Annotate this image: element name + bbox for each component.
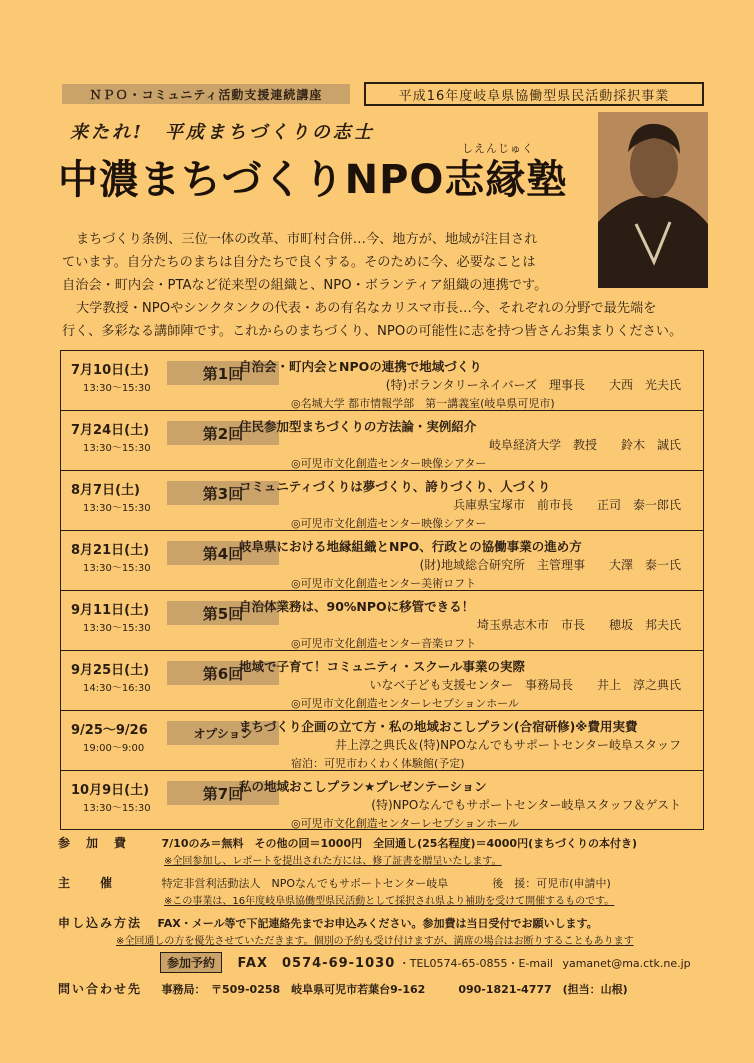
- session-venue: ◎可児市文化創造センターレセプションホール: [291, 817, 520, 830]
- fax-number: FAX 0574-69-1030: [237, 956, 396, 971]
- session-time: 13:30～15:30: [83, 503, 151, 514]
- session-date: 7月10日(土): [71, 363, 150, 378]
- session-topic: 岐阜県における地縁組織とNPO、行政との協働事業の進め方: [239, 539, 582, 554]
- fee-row: [58, 834, 637, 851]
- session-badge: オプション: [167, 721, 279, 745]
- session-row: [61, 591, 703, 651]
- session-speaker: 埼玉県志木市 市長 穂坂 邦夫氏: [476, 618, 681, 632]
- session-badge: 第7回: [167, 781, 279, 805]
- contact-label: 問い合わせ先: [58, 982, 143, 996]
- session-time: 13:30～15:30: [83, 563, 151, 574]
- session-badge: 第5回: [167, 601, 279, 625]
- session-row: [61, 531, 703, 591]
- intro-line: ています。自分たちのまちは自分たちで良くする。そのために今、必要なことは: [62, 255, 536, 270]
- tagline: 来たれ! 平成まちづくりの志士: [70, 122, 375, 143]
- series-tag: ＮＰＯ・コミュニティ活動支援連続講座: [62, 84, 350, 104]
- session-time: 19:00～9:00: [83, 743, 145, 754]
- office-row: [58, 980, 628, 997]
- session-topic: 地域で子育て！コミュニティ・スクール事業の実際: [239, 659, 526, 674]
- session-row: [61, 471, 703, 531]
- apply-label: 申し込み方法: [58, 916, 143, 930]
- session-date: 8月7日(土): [71, 483, 140, 498]
- session-date: 9月25日(土): [71, 663, 150, 678]
- session-badge: 第2回: [167, 421, 279, 445]
- session-speaker: (財)地域総合研究所 主管理事 大澤 泰一氏: [419, 558, 681, 572]
- session-topic: 住民参加型まちづくりの方法論・実例紹介: [239, 419, 477, 434]
- session-venue: ◎可児市文化創造センター音楽ロフト: [291, 637, 477, 650]
- intro-line: 自治会・町内会・PTAなど従来型の組織と、NPO・ボランティア組織の連携です。: [62, 278, 548, 293]
- session-topic: コミュニティづくりは夢づくり、誇りづくり、人づくり: [239, 479, 551, 494]
- session-row: [61, 711, 703, 771]
- session-row: [61, 351, 703, 411]
- host-label: 主 催: [58, 876, 115, 890]
- session-date: 7月24日(土): [71, 423, 150, 438]
- intro-line: 大学教授・NPOやシンクタンクの代表・あの有名なカリスマ市長…今、それぞれの分野で最先端を: [76, 301, 657, 316]
- fee-label: 参 加 費: [58, 836, 129, 850]
- session-speaker: (特)ボランタリーネイバーズ 理事長 大西 光夫氏: [385, 378, 681, 392]
- session-time: 13:30～15:30: [83, 623, 151, 634]
- reserve-label: 参加予約: [160, 952, 222, 973]
- session-badge: 第6回: [167, 661, 279, 685]
- project-tag: 平成16年度岐阜県協働型県民活動採択事業: [364, 82, 704, 106]
- page-title: 中濃まちづくりNPO志縁塾: [58, 157, 568, 203]
- session-date: 10月9日(土): [71, 783, 150, 798]
- session-row: [61, 651, 703, 711]
- session-row: [61, 771, 703, 831]
- session-date: 8月21日(土): [71, 543, 150, 558]
- fee-note: ※全回参加し、レポートを提出された方には、修了証書を贈呈いたします。: [164, 856, 502, 867]
- title-ruby: しえんじゅく: [462, 142, 534, 155]
- apply-text: FAX・メール等で下記連絡先までお申込みください。参加費は当日受付でお願いします。: [157, 917, 598, 930]
- session-time: 13:30～15:30: [83, 803, 151, 814]
- session-speaker: (特)NPOなんでもサポートセンター岐阜スタッフ＆ゲスト: [371, 798, 681, 812]
- session-date: 9/25～9/26: [71, 723, 148, 738]
- host-note: ※この事業は、16年度岐阜県協働型県民活動として採択され県より補助を受けて開催するものです。: [164, 896, 615, 907]
- session-topic: 自治体業務は、90%NPOに移管できる！: [239, 599, 475, 614]
- fee-text: 7/10のみ＝無料 その他の回＝1000円 全回通し(25名程度)＝4000円(まちづくりの本付き): [161, 837, 638, 850]
- host-row: [58, 874, 611, 891]
- intro-text: [62, 228, 712, 343]
- session-venue: ◎可児市文化創造センターレセプションホール: [291, 697, 520, 710]
- session-venue: ◎名城大学 都市情報学部 第一講義室(岐阜県可児市): [291, 397, 555, 410]
- session-date: 9月11日(土): [71, 603, 150, 618]
- intro-line: 行く、多彩なる講師陣です。これからのまちづくり、NPOの可能性に志を持つ皆さんお集まりください。: [62, 324, 683, 339]
- apply-row: [58, 914, 598, 931]
- session-venue: ◎可児市文化創造センター映像シアター: [291, 457, 487, 470]
- session-venue: 宿泊：可児市わくわく体験館(予定): [291, 757, 465, 770]
- session-time: 13:30～15:30: [83, 443, 151, 454]
- host-text: 特定非営利活動法人 NPOなんでもサポートセンター岐阜 後 援：可児市(申請中): [161, 877, 611, 890]
- session-time: 14:30～16:30: [83, 683, 151, 694]
- session-topic: 自治会・町内会とNPOの連携で地域づくり: [239, 359, 482, 374]
- email-link[interactable]: yamanet@ma.ctk.ne.jp: [562, 957, 691, 970]
- session-badge: 第3回: [167, 481, 279, 505]
- session-venue: ◎可児市文化創造センター美術ロフト: [291, 577, 477, 590]
- session-row: [61, 411, 703, 471]
- apply-note: ※全回通しの方を優先させていただきます。個別の予約も受け付けますが、満席の場合はお断りすることもあります: [116, 936, 634, 947]
- session-badge: 第1回: [167, 361, 279, 385]
- session-topic: 私の地域おこしプラン★プレゼンテーション: [239, 779, 487, 794]
- session-venue: ◎可児市文化創造センター映像シアター: [291, 517, 487, 530]
- session-badge: 第4回: [167, 541, 279, 565]
- session-speaker: いなべ子ども支援センター 事務局長 井上 淳之典氏: [369, 678, 681, 692]
- session-time: 13:30～15:30: [83, 383, 151, 394]
- session-speaker: 兵庫県宝塚市 前市長 正司 泰一郎氏: [452, 498, 681, 512]
- session-speaker: 井上淳之典氏＆(特)NPOなんでもサポートセンター岐阜スタッフ: [334, 738, 681, 752]
- session-topic: まちづくり企画の立て方・私の地域おこしプラン(合宿研修)※費用実費: [239, 719, 638, 734]
- session-speaker: 岐阜経済大学 教授 鈴木 誠氏: [488, 438, 681, 452]
- office-address: 事務局： 〒509-0258 岐阜県可児市若葉台9-162 090-1821-4777 (担当：山根): [161, 983, 628, 996]
- schedule-table: [60, 350, 704, 830]
- intro-line: まちづくり条例、三位一体の改革、市町村合併…今、地方が、地域が注目され: [76, 232, 538, 247]
- contact-line: [160, 952, 691, 973]
- tel-number: ・TEL0574-65-0855・E-mail: [398, 957, 553, 970]
